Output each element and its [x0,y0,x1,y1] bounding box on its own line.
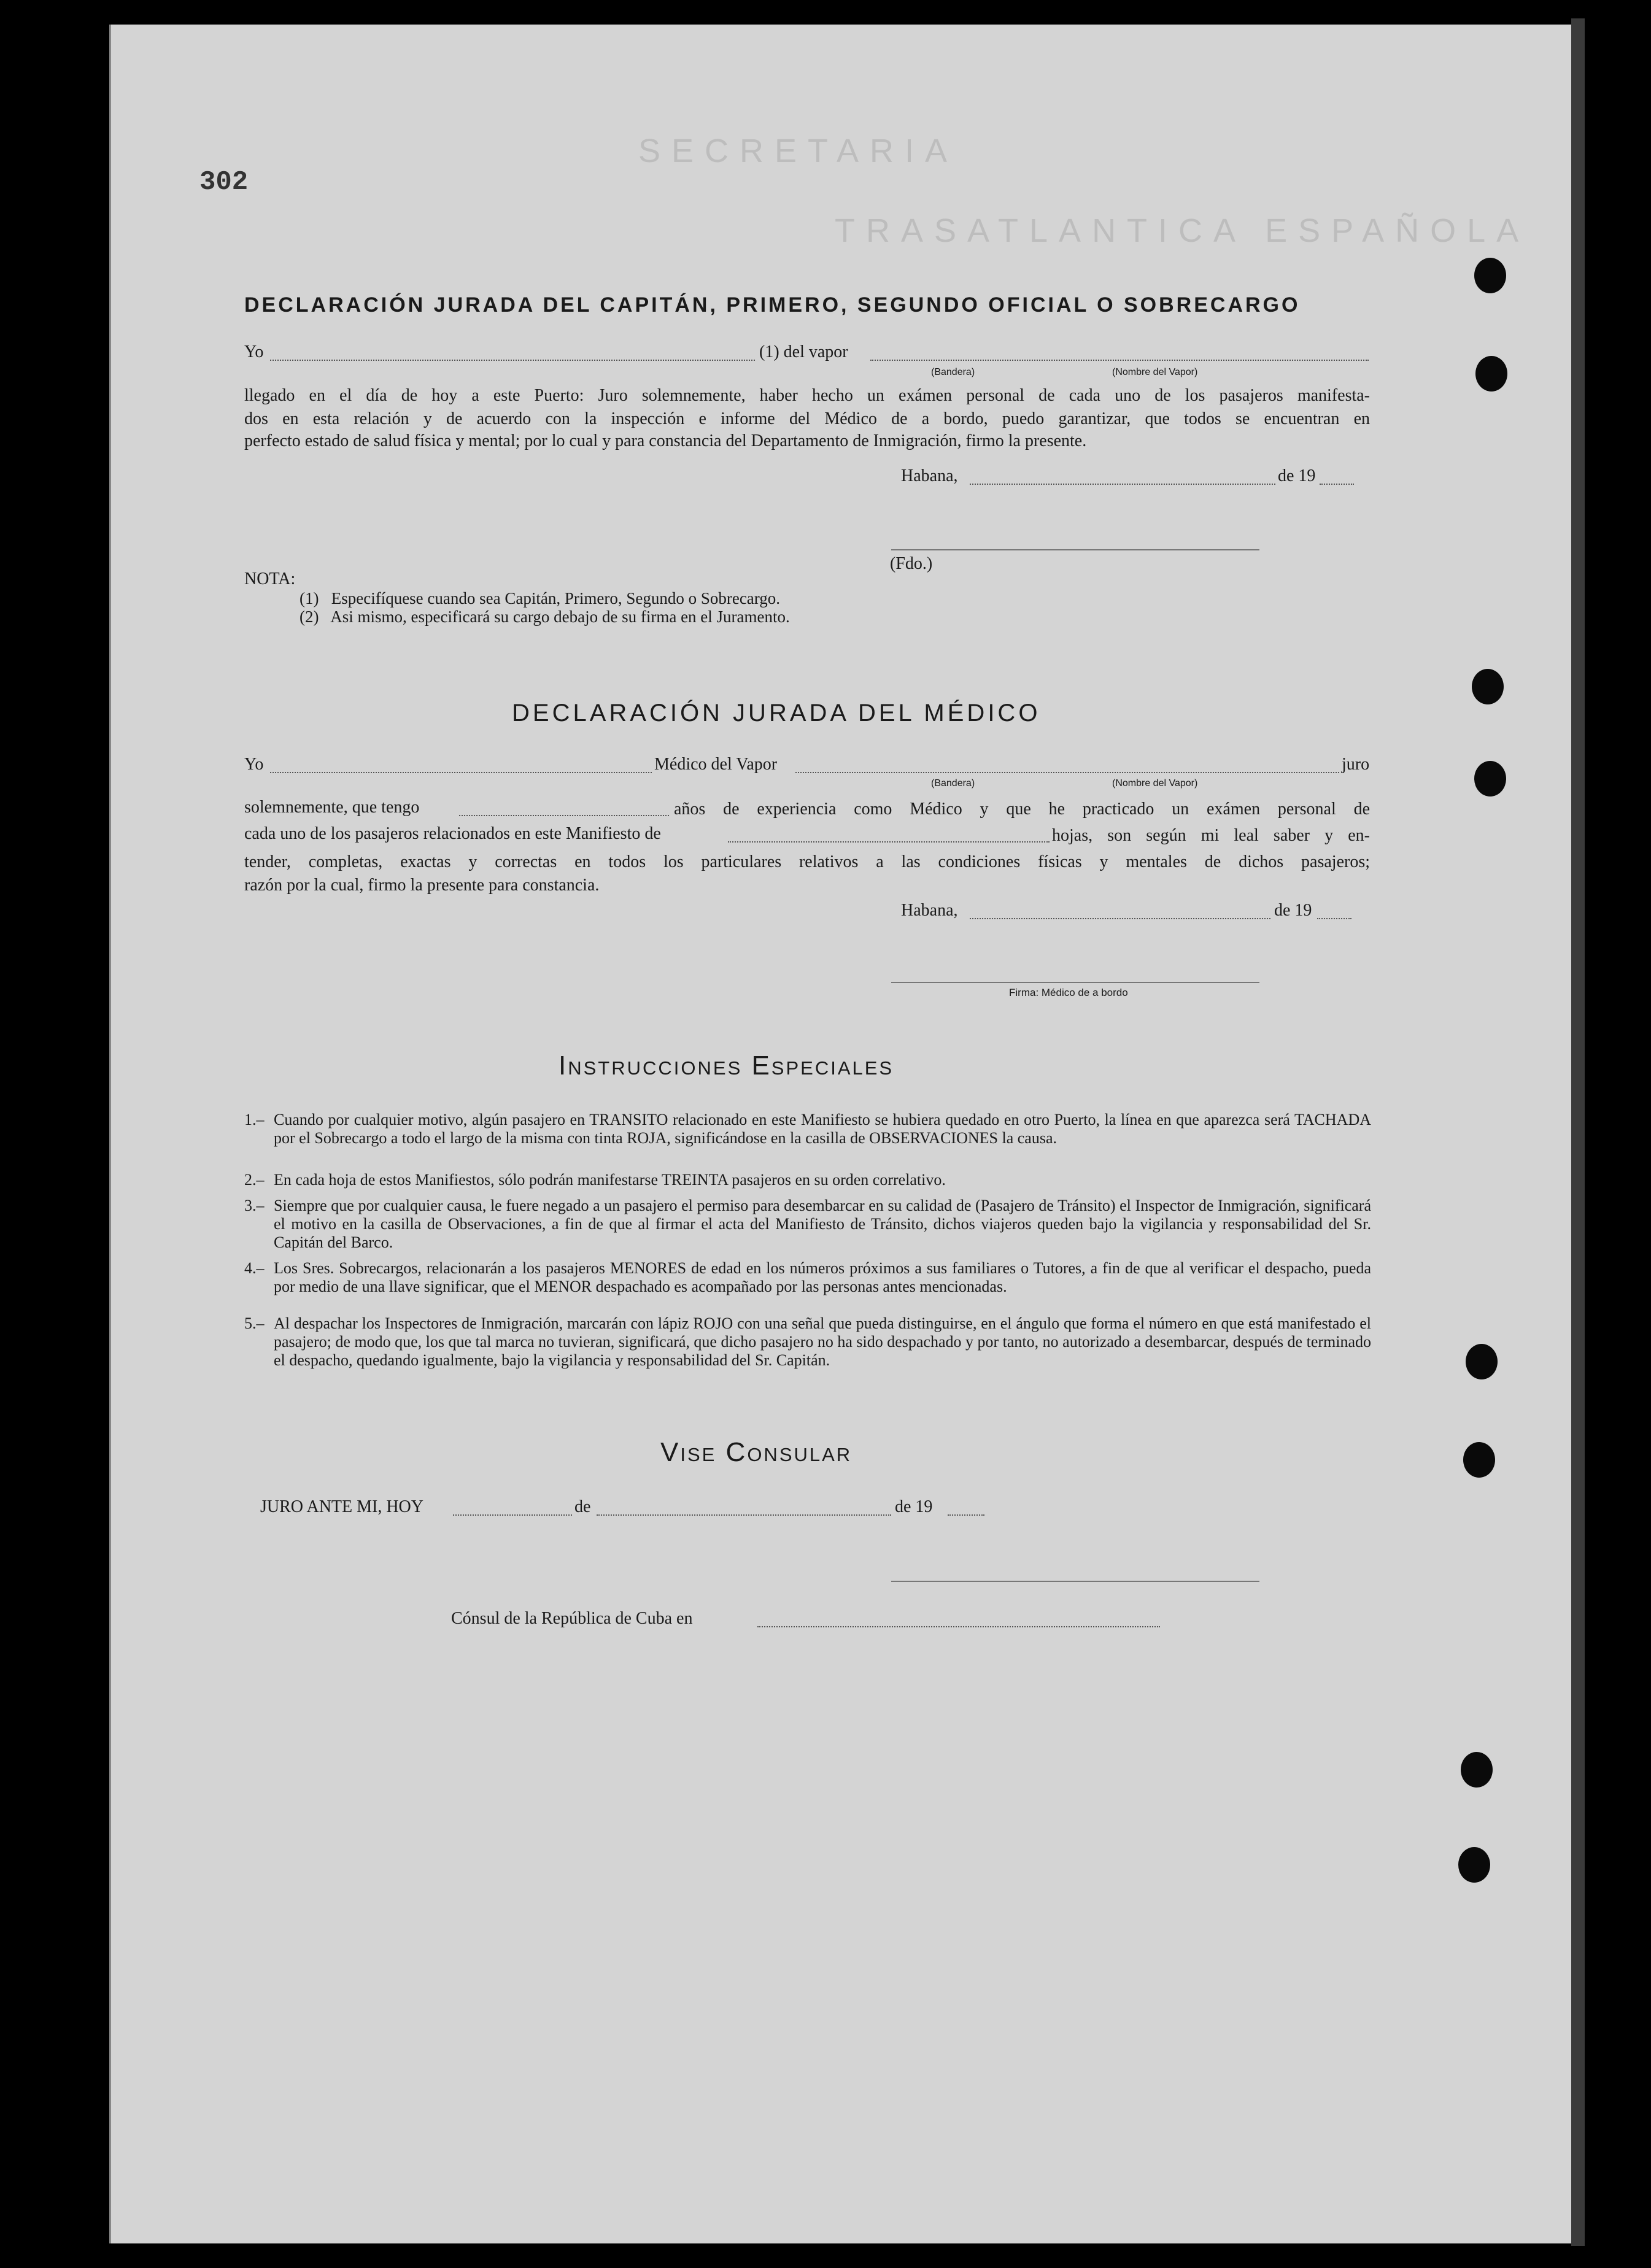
punch-hole [1466,1344,1498,1379]
consul-signature-line[interactable] [891,1581,1259,1582]
med-yo-label: Yo [244,755,264,774]
punch-hole [1458,1847,1490,1883]
instruction-number: 5.– [244,1314,265,1332]
instruction-text: Al despachar los Inspectores de Inmigración, marcarán con lápiz ROJO con una señal que pueda distinguirse, en el ángulo que forma el número en que está manifestado el pasajero; de modo que, los que tal marca no tuvieran, significará, que dicho pasajero no ha sido despachado y por tanto, no autorizado a desembarcar, después de terminado el despacho, quedando igualmente, bajo la vigilancia y responsabilidad del Sr. Capitán. [274,1314,1372,1369]
consul-label: Cónsul de la República de Cuba en [451,1609,693,1628]
del-vapor-label: (1) del vapor [759,342,848,361]
punch-hole [1475,356,1507,392]
signature-line[interactable] [891,549,1259,550]
juro-ante-mi-label: JURO ANTE MI, HOY [260,1497,423,1516]
instruction-number: 4.– [244,1259,265,1277]
med-name-blank[interactable] [270,772,652,773]
vapor-blank[interactable] [870,360,1369,361]
med-line-3: tender, completas, exactas y correctas en todos los particulares relativos a las condiciones físicas y mentales de dichos pasajeros; [244,852,1370,871]
visa-de-19-label: de 19 [895,1497,933,1516]
med-vapor-blank[interactable] [795,772,1339,773]
instruction-number: 2.– [244,1171,265,1189]
juro-label: juro [1342,755,1370,774]
med-line-1b: años de experiencia como Médico y que he practicado un exámen personal de [674,800,1370,819]
medico-vapor-label: Médico del Vapor [654,755,778,774]
firma-caption: Firma: Médico de a bordo [1009,987,1128,998]
med-year-blank[interactable] [1317,918,1351,919]
day-blank[interactable] [453,1514,572,1516]
captain-oath-line-1: llegado en el día de hoy a este Puerto: Juro solemnemente, haber hecho un exámen personal de cada uno de los pasajeros manifesta- [244,386,1370,405]
medical-declaration-title: DECLARACIÓN JURADA DEL MÉDICO [512,700,1041,727]
bleed-through-text-2: TRASATLANTICA ESPAÑOLA [835,212,1530,249]
med-date-blank[interactable] [970,918,1270,919]
punch-hole [1474,761,1506,796]
instruction-item-5 [244,1314,1371,1370]
punch-hole [1474,258,1506,293]
punch-hole [1463,1442,1495,1478]
med-habana-label: Habana, [901,901,958,920]
visa-year-blank[interactable] [948,1514,984,1516]
note-2: (2) Asi mismo, especificará su cargo debajo de su firma en el Juramento. [300,608,790,626]
nombre-vapor-caption: (Nombre del Vapor) [1112,367,1198,377]
med-line-2a: cada uno de los pasajeros relacionados en este Manifiesto de [244,824,661,843]
captain-declaration-title: DECLARACIÓN JURADA DEL CAPITÁN, PRIMERO, SEGUNDO OFICIAL O SOBRECARGO [244,293,1301,317]
page-edge [1571,18,1585,2246]
name-blank[interactable] [270,360,755,361]
med-signature-line[interactable] [891,982,1259,983]
instructions-title: Instrucciones Especiales [559,1051,894,1081]
instruction-text: En cada hoja de estos Manifiestos, sólo podrán manifestarse TREINTA pasajeros en su orden correlativo. [274,1171,946,1189]
visa-de-label: de [574,1497,591,1516]
med-de-19-label: de 19 [1274,901,1312,920]
instruction-text: Los Sres. Sobrecargos, relacionarán a los pasajeros MENORES de edad en los números próximos a sus familiares o Tutores, a fin de que al verificar el despacho, pueda por medio de una llave significar, que el MENOR despachado es acompañado por las personas antes mencionadas. [274,1259,1371,1295]
med-nombre-vapor-caption: (Nombre del Vapor) [1112,778,1198,789]
note-1: (1) Especifíquese cuando sea Capitán, Primero, Segundo o Sobrecargo. [300,589,781,608]
instruction-item-4 [244,1259,1371,1296]
instruction-text: Siempre que por cualquier causa, le fuere negado a un pasajero el permiso para desembarcar en su calidad de (Pasajero de Tránsito) el Inspector de Inmigración, significará el motivo en la casilla de Observaciones, a fin de que al firmar el acta del Manifiesto de Tránsito, dichos viajeros queden bajo la vigilancia y responsabilidad del Sr. Capitán del Barco. [274,1197,1371,1251]
consul-city-blank[interactable] [757,1626,1160,1627]
captain-oath-line-2: dos en esta relación y de acuerdo con la inspección e informe del Médico de a bordo, puedo garantizar, que todos se encuentran en [244,409,1370,428]
instruction-item-3 [244,1197,1371,1252]
fdo-label: (Fdo.) [890,554,933,573]
yo-label: Yo [244,342,264,361]
med-line-1a: solemnemente, que tengo [244,798,420,817]
instruction-number: 3.– [244,1197,265,1214]
month-blank[interactable] [597,1514,891,1516]
year-blank[interactable] [1320,484,1354,485]
bleed-through-text: SECRETARIA [638,133,959,169]
pages-blank[interactable] [728,841,1050,843]
punch-hole [1461,1752,1493,1788]
captain-oath-line-3: perfecto estado de salud física y mental; por lo cual y para constancia del Departamento de Inmigración, firmo la presente. [244,431,1087,450]
date-blank[interactable] [970,484,1275,485]
habana-label: Habana, [901,466,958,485]
punch-hole [1472,669,1504,704]
instruction-item-1 [244,1111,1371,1148]
med-line-4: razón por la cual, firmo la presente para constancia. [244,876,600,895]
page-number: 302 [199,167,249,198]
years-blank[interactable] [459,815,669,816]
vise-consular-title: Vise Consular [660,1437,853,1467]
bandera-caption: (Bandera) [931,367,975,377]
nota-label: NOTA: [244,569,296,588]
med-line-2b: hojas, son según mi leal saber y en- [1052,826,1370,845]
instruction-text: Cuando por cualquier motivo, algún pasajero en TRANSITO relacionado en este Manifiesto se hubiera quedado en otro Puerto, la línea en que aparezca será TACHADA por el Sobrecargo a todo el largo de la misma con tinta ROJA, significándose en la casilla de OBSERVACIONES la causa. [274,1111,1371,1147]
instruction-item-2 [244,1171,1371,1189]
de-19-label: de 19 [1278,466,1316,485]
instruction-number: 1.– [244,1111,265,1128]
med-bandera-caption: (Bandera) [931,778,975,789]
